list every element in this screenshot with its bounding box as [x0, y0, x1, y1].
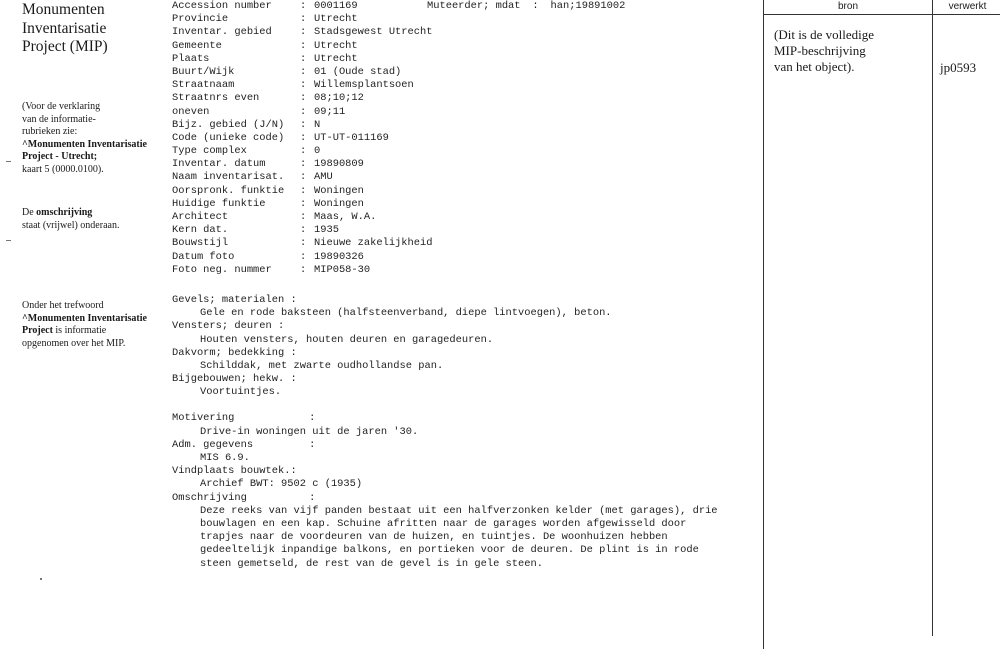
- field-colon: :: [300, 211, 307, 223]
- note-line: opgenomen over het MIP.: [22, 337, 126, 349]
- field-colon: :: [300, 263, 307, 276]
- legend-note: [22, 101, 147, 177]
- field-colon: :: [300, 250, 307, 263]
- description-note: [22, 207, 119, 232]
- mutator-value: han;19891002: [550, 0, 626, 12]
- field-row: [172, 92, 757, 105]
- field-value: 1935: [314, 224, 339, 237]
- title-line: Inventarisatie: [22, 19, 107, 37]
- note-bold-line: ^Monumenten Inventarisatie: [22, 138, 147, 150]
- sidebar: [22, 0, 167, 649]
- field-row: [172, 237, 757, 250]
- mutator-label: Muteerder; mdat: [427, 0, 521, 12]
- field-row: [172, 13, 757, 26]
- field-label: oneven: [172, 105, 210, 118]
- field-value: Utrecht: [314, 13, 358, 26]
- section-heading: Vindplaats bouwtek.:: [172, 465, 297, 478]
- field-row: [172, 26, 757, 39]
- field-label: Datum foto: [172, 250, 235, 263]
- field-value: N: [314, 118, 321, 131]
- section-heading: Gevels; materialen :: [172, 293, 297, 306]
- section-body: Deze reeks van vijf panden bestaat uit een halfverzonken kelder (met garages), drie bouwlagen en een kap. Schuine afritten naar de garages worden afgewisseld door trapjes naar de voordeuren van de huizen, en tuintjes. De woonhuizen hebben gedeeltelijk inpandige balkons, en portieken voor de deuren. De plint is in rode steen gemetseld, de rest van de gevel is in gele steen.: [200, 504, 718, 570]
- record-main: [172, 0, 757, 571]
- field-value: Willemsplantsoen: [314, 79, 414, 92]
- field-colon: :: [300, 118, 307, 131]
- field-value: AMU: [314, 171, 333, 184]
- field-label: Code (unieke code): [172, 131, 285, 144]
- section-heading: Adm. gegevens :: [172, 438, 316, 451]
- bron-text: [774, 27, 924, 75]
- field-label: Gemeente: [172, 39, 222, 52]
- note-line: rubrieken zie:: [22, 126, 78, 138]
- field-value: 0: [314, 145, 321, 158]
- note-bold-word: omschrijving: [36, 207, 93, 218]
- title-line: Project (MIP): [22, 38, 108, 55]
- keyword-note: [22, 300, 147, 350]
- note-text: is informatie: [52, 325, 107, 337]
- field-row: [172, 79, 757, 92]
- field-label: Buurt/Wijk: [172, 65, 235, 78]
- field-colon: :: [300, 237, 307, 250]
- field-label: Straatnaam: [172, 79, 235, 92]
- field-label: Bouwstijl: [172, 237, 229, 250]
- field-row: [172, 264, 757, 277]
- field-row: [172, 132, 757, 145]
- field-colon: :: [300, 158, 307, 171]
- scan-mark: [40, 578, 42, 580]
- field-row: [172, 198, 757, 211]
- field-label: Type complex: [172, 145, 247, 158]
- section-heading: Vensters; deuren :: [172, 320, 285, 333]
- note-line: (Voor de verklaring: [22, 101, 101, 112]
- field-row: [172, 224, 757, 237]
- field-value: Woningen: [314, 184, 364, 197]
- bron-line: van het object).: [774, 59, 855, 74]
- field-row: [172, 171, 757, 184]
- field-label: Bijz. gebied (J/N): [172, 118, 285, 131]
- field-value: Utrecht: [314, 52, 358, 65]
- field-label: Straatnrs even: [172, 92, 260, 105]
- field-value: Stadsgewest Utrecht: [314, 26, 433, 39]
- sidebar-title: [22, 1, 167, 57]
- field-value: MIP058-30: [314, 263, 371, 276]
- field-label: Architect: [172, 211, 229, 223]
- section-body: MIS 6.9.: [200, 452, 250, 464]
- field-value: 09;11: [314, 105, 346, 118]
- note-line: kaart 5 (0000.0100).: [22, 163, 104, 175]
- field-value: UT-UT-011169: [314, 131, 389, 144]
- note-bold-line: Project - Utrecht;: [22, 151, 98, 163]
- bron-line: MIP-beschrijving: [774, 43, 866, 58]
- section-body: Archief BWT: 9502 c (1935): [200, 478, 363, 491]
- field-row: [172, 211, 757, 224]
- verwerkt-value: jp0593: [940, 60, 977, 75]
- note-line: Onder het trefwoord: [22, 300, 104, 311]
- scan-mark: [6, 161, 11, 162]
- field-row: [172, 251, 757, 264]
- bron-line: (Dit is de volledige: [774, 27, 875, 42]
- mutator-field: Muteerder; mdat : han;19891002: [427, 0, 626, 12]
- field-value: 08;10;12: [314, 92, 364, 105]
- field-label: Foto neg. nummer: [172, 263, 272, 276]
- source-panel: [763, 0, 1000, 649]
- field-colon: :: [300, 39, 307, 52]
- section-body: Schilddak, met zwarte oudhollandse pan.: [200, 359, 444, 372]
- field-row: [172, 145, 757, 158]
- field-value: 19890809: [314, 158, 364, 171]
- field-row: [172, 158, 757, 171]
- field-value: 19890326: [314, 250, 364, 263]
- field-row: [172, 106, 757, 119]
- field-label: Inventar. gebied: [172, 26, 272, 39]
- field-row: [172, 185, 757, 198]
- note-text: De: [22, 207, 37, 218]
- note-line: staat (vrijwel) onderaan.: [22, 219, 120, 231]
- field-value: Nieuwe zakelijkheid: [314, 237, 433, 250]
- field-row: [172, 66, 757, 79]
- field-colon: :: [300, 105, 307, 118]
- section-heading: Dakvorm; bedekking :: [172, 346, 297, 359]
- section-heading: Bijgebouwen; hekw. :: [172, 373, 297, 386]
- field-colon: :: [300, 52, 307, 65]
- field-label: Oorspronk. funktie: [172, 184, 285, 197]
- field-label: Huidige funktie: [172, 197, 266, 210]
- bron-header: bron: [764, 0, 932, 15]
- section-list-2: [172, 412, 757, 570]
- field-colon: :: [300, 224, 307, 237]
- field-colon: :: [300, 171, 307, 184]
- field-colon: :: [300, 65, 307, 78]
- field-colon: :: [300, 0, 307, 12]
- field-list: [172, 0, 757, 277]
- scan-mark: [6, 240, 11, 241]
- field-colon: :: [300, 13, 307, 26]
- field-value: 01 (Oude stad): [314, 65, 402, 78]
- verwerkt-header: verwerkt: [932, 0, 1000, 15]
- field-row: [172, 53, 757, 66]
- section-heading: Motivering :: [172, 412, 316, 425]
- note-bold-line: Project: [22, 325, 53, 337]
- field-label: Accession number: [172, 0, 272, 12]
- field-colon: :: [300, 26, 307, 39]
- field-colon: :: [300, 145, 307, 158]
- section-body: Gele en rode baksteen (halfsteenverband, diepe lintvoegen), beton.: [200, 307, 612, 320]
- section-body: Houten vensters, houten deuren en garagedeuren.: [200, 333, 494, 346]
- field-label: Inventar. datum: [172, 158, 266, 171]
- title-line: Monumenten: [22, 1, 105, 18]
- field-colon: :: [300, 92, 307, 105]
- field-colon: :: [300, 197, 307, 210]
- section-heading: Omschrijving :: [172, 491, 316, 504]
- column-divider: [932, 0, 933, 636]
- field-label: Plaats: [172, 52, 210, 65]
- field-value: Maas, W.A.: [314, 211, 377, 223]
- field-colon: :: [300, 131, 307, 144]
- field-label: Provincie: [172, 13, 229, 26]
- field-label: Naam inventarisat.: [172, 171, 285, 184]
- section-list: [172, 294, 757, 400]
- note-bold-line: ^Monumenten Inventarisatie: [22, 312, 147, 324]
- note-line: van de informatie-: [22, 113, 96, 125]
- field-colon: :: [300, 184, 307, 197]
- field-colon: :: [300, 79, 307, 92]
- field-label: Kern dat.: [172, 224, 229, 237]
- field-row: [172, 119, 757, 132]
- field-row: [172, 40, 757, 53]
- section-body: Voortuintjes.: [200, 386, 282, 399]
- field-value: Utrecht: [314, 39, 358, 52]
- field-value: 0001169: [314, 0, 358, 12]
- section-body: Drive-in woningen uit de jaren '30.: [200, 425, 419, 438]
- field-value: Woningen: [314, 197, 364, 210]
